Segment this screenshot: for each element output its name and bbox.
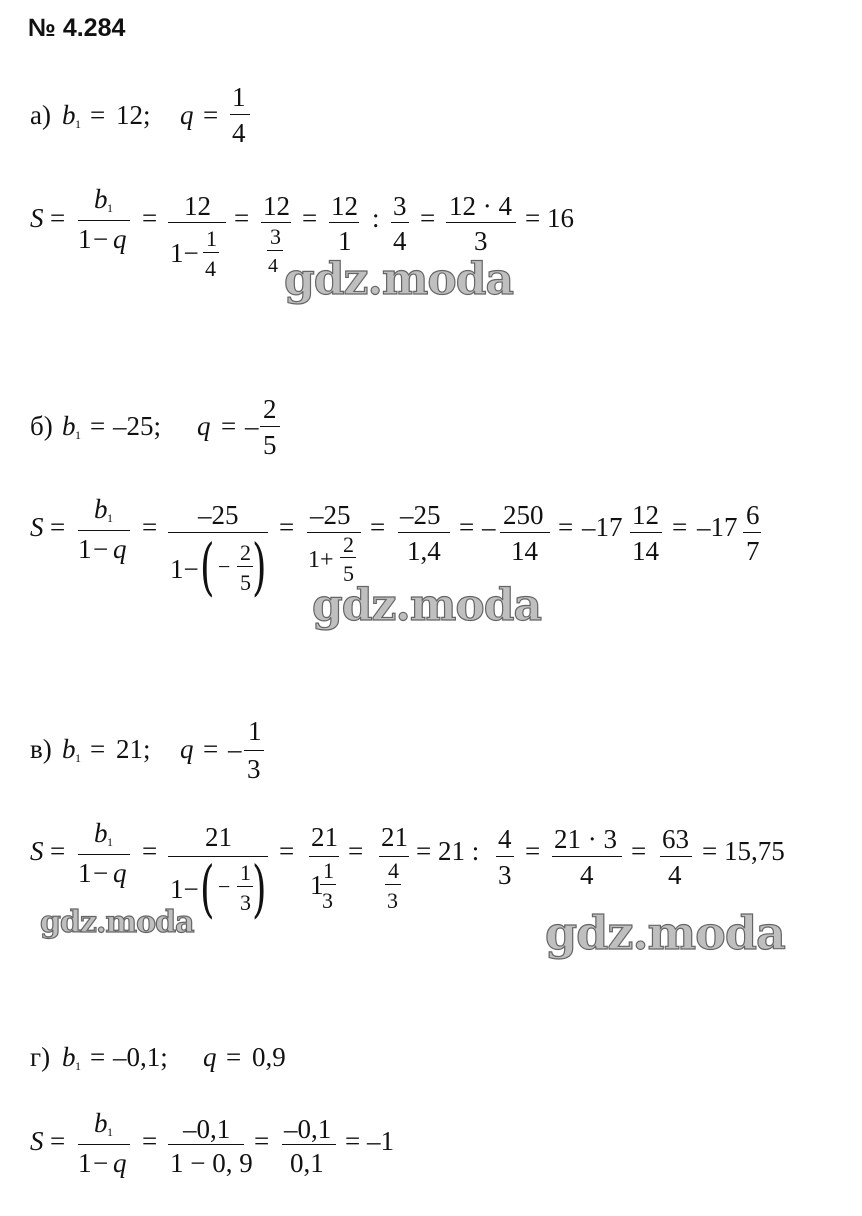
nested-denominator: 3 xyxy=(240,890,251,915)
nested-numerator: 2 xyxy=(240,540,251,565)
q-denominator: 5 xyxy=(263,430,277,460)
part-v-label: в) xyxy=(30,734,52,764)
problem-number: № 4.284 xyxy=(28,14,126,42)
fraction-denominator: 1,4 xyxy=(407,536,441,566)
fraction-bar xyxy=(329,222,359,223)
equals-sign: = xyxy=(302,203,318,233)
watermark: gdz.moda xyxy=(40,905,194,940)
equals-sign: = xyxy=(348,836,364,866)
nested-denominator: 5 xyxy=(343,561,354,586)
b1-symbol: b xyxy=(62,1042,76,1072)
fraction-numerator: –0,1 xyxy=(284,1114,332,1144)
denominator-one: 1 xyxy=(78,1148,92,1178)
fraction-numerator: 21 xyxy=(381,822,408,852)
fraction-denominator: 14 xyxy=(511,536,538,566)
fraction-bar xyxy=(496,856,514,857)
b1-subscript: 1 xyxy=(75,1059,81,1073)
nested-minus: − xyxy=(218,874,231,899)
fraction-denominator: 4 xyxy=(580,860,594,890)
b1-subscript: 1 xyxy=(107,1125,113,1139)
part-a-label: а) xyxy=(30,100,51,130)
fraction-bar xyxy=(168,222,226,223)
fraction-numerator: 12 · 4 xyxy=(449,191,512,221)
result: = 16 xyxy=(525,203,574,233)
denominator-one: 1 xyxy=(78,534,92,564)
q-denominator: 4 xyxy=(232,118,246,148)
nested-denominator: 3 xyxy=(322,888,333,913)
fraction-bar xyxy=(78,220,130,221)
fraction-bar xyxy=(244,750,264,751)
q-symbol: q xyxy=(180,100,194,130)
mixed-whole: –17 xyxy=(697,512,738,542)
q-minus: – xyxy=(228,734,242,764)
equals-sign: = xyxy=(279,512,295,542)
q-numerator: 2 xyxy=(263,394,277,424)
b1-symbol: b xyxy=(94,1108,108,1138)
fraction-bar xyxy=(282,1144,336,1145)
denominator-q: q xyxy=(113,224,127,254)
watermark: gdz.moda xyxy=(545,906,785,960)
denominator-text: 1− xyxy=(170,874,199,904)
b1-value: 12; xyxy=(116,100,151,130)
division-colon: : xyxy=(372,203,380,233)
equals-sign: = xyxy=(221,411,237,441)
sum-symbol: S xyxy=(30,512,44,542)
q-symbol: q xyxy=(180,734,194,764)
q-symbol: q xyxy=(203,1042,217,1072)
fraction-numerator: –25 xyxy=(198,500,239,530)
equals-sign: = xyxy=(226,1042,242,1072)
part-b-label: б) xyxy=(30,411,53,441)
equals-sign: = xyxy=(459,512,475,542)
fraction-numerator: 3 xyxy=(393,191,407,221)
fraction-numerator: 63 xyxy=(662,824,689,854)
fraction-denominator: 7 xyxy=(746,536,760,566)
denominator-text: 1− xyxy=(170,238,199,268)
nested-denominator: 4 xyxy=(268,255,278,277)
equals-sign: = xyxy=(90,1042,106,1072)
fraction-denominator: 3 xyxy=(474,226,488,256)
q-numerator: 1 xyxy=(232,82,246,112)
left-parenthesis: ( xyxy=(200,530,215,603)
fraction-bar xyxy=(391,222,409,223)
fraction-numerator: 4 xyxy=(498,824,512,854)
b1-symbol: b xyxy=(94,494,108,524)
sum-symbol: S xyxy=(30,203,44,233)
mixed-whole: 1 xyxy=(310,870,324,900)
mixed-whole: –17 xyxy=(582,512,623,542)
fraction-bar xyxy=(500,532,550,533)
fraction-bar xyxy=(260,426,280,427)
b1-symbol: b xyxy=(62,734,76,764)
fraction-denominator: 4 xyxy=(393,226,407,256)
fraction-bar xyxy=(552,856,622,857)
fraction-bar xyxy=(78,530,130,531)
fraction-denominator: 0,1 xyxy=(290,1148,324,1178)
fraction-bar xyxy=(78,1144,130,1145)
b1-symbol: b xyxy=(94,184,108,214)
b1-value: 21; xyxy=(116,734,151,764)
nested-minus: − xyxy=(218,554,231,579)
denominator-q: q xyxy=(113,858,127,888)
right-parenthesis: ) xyxy=(252,852,267,925)
nested-numerator: 1 xyxy=(240,860,251,885)
nested-denominator: 5 xyxy=(240,570,251,595)
result: = 15,75 xyxy=(702,836,785,866)
equals-sign: = xyxy=(234,203,250,233)
fraction-denominator: 1 − 0, 9 xyxy=(170,1148,253,1178)
fraction-bar xyxy=(203,252,219,253)
equals-sign: = xyxy=(142,203,158,233)
b1-subscript: 1 xyxy=(107,511,113,525)
fraction-numerator: –25 xyxy=(400,500,441,530)
q-denominator: 3 xyxy=(247,754,261,784)
equals-sign: = xyxy=(203,100,219,130)
fraction-bar xyxy=(446,222,516,223)
q-minus: – xyxy=(245,411,259,441)
fraction-numerator: 12 xyxy=(184,191,211,221)
equals-sign: = xyxy=(558,512,574,542)
b1-subscript: 1 xyxy=(75,751,81,765)
b1-symbol: b xyxy=(62,100,76,130)
fraction-bar xyxy=(230,114,250,115)
equals-sign: = xyxy=(90,100,106,130)
fraction-bar xyxy=(168,1144,244,1145)
fraction-bar xyxy=(261,222,291,223)
b1-value: –25; xyxy=(113,411,162,441)
equals-sign: = xyxy=(50,203,66,233)
fraction-minus: – xyxy=(482,512,496,542)
b1-subscript: 1 xyxy=(75,117,81,131)
fraction-bar xyxy=(267,250,283,251)
right-parenthesis: ) xyxy=(252,530,267,603)
fraction-numerator: 21 xyxy=(311,822,338,852)
denominator-q: q xyxy=(113,534,127,564)
fraction-bar xyxy=(385,884,401,885)
equals-sign: = xyxy=(631,836,647,866)
fraction-numerator: –25 xyxy=(310,500,351,530)
nested-numerator: 2 xyxy=(343,532,354,557)
fraction-bar xyxy=(237,886,253,887)
equals-sign: = xyxy=(142,512,158,542)
equals-sign: = xyxy=(254,1126,270,1156)
equals-sign: = xyxy=(279,836,295,866)
q-symbol: q xyxy=(197,411,211,441)
equals-sign: = xyxy=(50,836,66,866)
nested-numerator: 4 xyxy=(388,858,399,883)
b1-subscript: 1 xyxy=(75,428,81,442)
nested-numerator: 1 xyxy=(323,858,334,883)
denominator-one: 1 xyxy=(78,224,92,254)
denominator-minus: − xyxy=(93,534,109,564)
fraction-bar xyxy=(660,856,692,857)
equals-sign: = xyxy=(370,512,386,542)
fraction-bar xyxy=(237,566,253,567)
fraction-denominator: 3 xyxy=(498,860,512,890)
equals-sign: = xyxy=(142,836,158,866)
equals-sign: = xyxy=(203,734,219,764)
denominator-text: 1− xyxy=(170,554,199,584)
equals-sign: = xyxy=(420,203,436,233)
fraction-numerator: 12 xyxy=(632,500,659,530)
result: = –1 xyxy=(345,1126,394,1156)
fraction-numerator: –0,1 xyxy=(183,1114,231,1144)
fraction-denominator: 1 xyxy=(338,226,352,256)
q-value: 0,9 xyxy=(252,1042,286,1072)
nested-denominator: 4 xyxy=(205,256,216,281)
denominator-minus: − xyxy=(93,224,109,254)
nested-denominator: 3 xyxy=(387,888,398,913)
equals-sign: = xyxy=(142,1126,158,1156)
fraction-bar xyxy=(309,856,339,857)
equals-sign: = xyxy=(90,734,106,764)
b1-symbol: b xyxy=(94,818,108,848)
sum-symbol: S xyxy=(30,836,44,866)
nested-numerator: 3 xyxy=(270,224,281,249)
equals-sign: = xyxy=(525,836,541,866)
fraction-bar xyxy=(379,856,409,857)
denominator-q: q xyxy=(113,1148,127,1178)
q-numerator: 1 xyxy=(248,716,262,746)
nested-numerator: 1 xyxy=(206,226,217,251)
equals-sign: = xyxy=(50,1126,66,1156)
denominator-one: 1 xyxy=(78,858,92,888)
watermark: gdz.moda xyxy=(284,254,514,305)
part-g-label: г) xyxy=(30,1042,51,1072)
denominator-minus: − xyxy=(93,858,109,888)
left-parenthesis: ( xyxy=(200,852,215,925)
fraction-denominator: 14 xyxy=(632,536,659,566)
fraction-numerator: 250 xyxy=(503,500,544,530)
denominator-text: 1+ xyxy=(308,547,334,573)
fraction-bar xyxy=(340,557,356,558)
fraction-numerator: 21 xyxy=(205,822,232,852)
equals-sign: = xyxy=(672,512,688,542)
b1-subscript: 1 xyxy=(107,201,113,215)
watermark: gdz.moda xyxy=(312,580,542,631)
fraction-bar xyxy=(78,854,130,855)
fraction-numerator: 21 · 3 xyxy=(554,824,617,854)
fraction-numerator: 12 xyxy=(263,191,290,221)
sum-symbol: S xyxy=(30,1126,44,1156)
fraction-numerator: 12 xyxy=(331,191,358,221)
fraction-denominator: 4 xyxy=(668,860,682,890)
division-step: = 21 : xyxy=(416,836,480,866)
fraction-bar xyxy=(630,532,662,533)
b1-symbol: b xyxy=(62,411,76,441)
b1-value: –0,1; xyxy=(113,1042,168,1072)
fraction-bar xyxy=(320,884,336,885)
fraction-bar xyxy=(743,532,761,533)
fraction-bar xyxy=(398,532,450,533)
denominator-minus: − xyxy=(93,1148,109,1178)
b1-subscript: 1 xyxy=(107,835,113,849)
fraction-numerator: 6 xyxy=(746,500,760,530)
equals-sign: = xyxy=(90,411,106,441)
equals-sign: = xyxy=(50,512,66,542)
